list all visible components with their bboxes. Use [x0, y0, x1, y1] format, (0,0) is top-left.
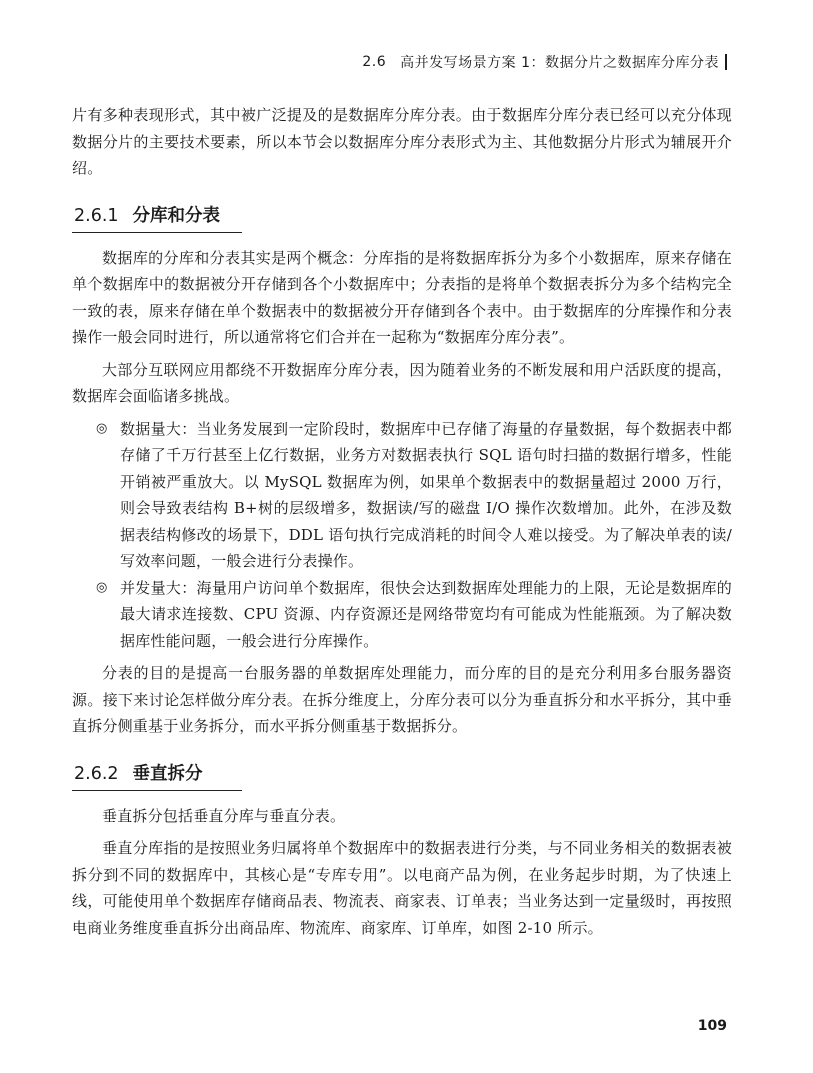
running-header-title: 高并发写场景方案 1：数据分片之数据库分库分表	[400, 55, 719, 71]
bullet-marker: ◎	[96, 579, 108, 595]
running-header-bar	[725, 54, 727, 70]
section-number: 2.6.2	[74, 763, 119, 784]
bullet-item	[72, 575, 732, 655]
paragraph: 垂直拆分包括垂直分库与垂直分表。	[102, 806, 346, 825]
page-body	[72, 102, 732, 941]
bullet-marker: ◎	[96, 420, 108, 436]
section-heading-2-6-2	[72, 760, 242, 791]
running-header	[362, 52, 727, 72]
paragraph: 垂直分库指的是按照业务归属将单个数据库中的数据表进行分类，与不同业务相关的数据表被拆分到不同的数据库中，其核心是“专库专用”。以电商产品为例，在业务起步时期，为了快速上线，可能使用单个数据库存储商品表、物流表、商家表、订单表；当业务达到一定量级时，再按照电商业务维度垂直拆分出商品库、物流库、商家库、订单库，如图 2-10 所示。	[72, 839, 732, 937]
paragraph: 数据库的分库和分表其实是两个概念：分库指的是将数据库拆分为多个小数据库，原来存储在单个数据库中的数据被分开存储到各个小数据库中；分表指的是将单个数据表拆分为多个结构完全一致的表，原来存储在单个数据表中的数据被分开存储到各个表中。由于数据库的分库操作和分表操作一般会同时进行，所以通常将它们合并在一起称为“数据库分库分表”。	[72, 248, 732, 346]
bullet-text: 并发量大：海量用户访问单个数据库，很快会达到数据库处理能力的上限，无论是数据库的最大请求连接数、CPU 资源、内存资源还是网络带宽均有可能成为性能瓶颈。为了解决数据库性能问题，一般会进行分库操作。	[120, 578, 732, 650]
bullet-item	[72, 416, 732, 575]
section-title: 垂直拆分	[132, 763, 203, 784]
intro-paragraph: 片有多种表现形式，其中被广泛提及的是数据库分库分表。由于数据库分库分表已经可以充分体现数据分片的主要技术要素，所以本节会以数据库分库分表形式为主、其他数据分片形式为辅展开介绍。	[72, 106, 732, 177]
section-title: 分库和分表	[132, 205, 221, 226]
paragraph: 分表的目的是提高一台服务器的单数据库处理能力，而分库的目的是充分利用多台服务器资源。接下来讨论怎样做分库分表。在拆分维度上，分库分表可以分为垂直拆分和水平拆分，其中垂直拆分侧重基于业务拆分，而水平拆分侧重基于数据拆分。	[72, 664, 732, 735]
bullet-list	[72, 416, 732, 655]
section-heading-2-6-1	[72, 202, 242, 233]
paragraph: 大部分互联网应用都绕不开数据库分库分表，因为随着业务的不断发展和用户活跃度的提高，数据库会面临诸多挑战。	[72, 360, 732, 405]
page-number: 109	[697, 1018, 727, 1034]
bullet-text: 数据量大：当业务发展到一定阶段时，数据库中已存储了海量的存量数据，每个数据表中都存储了千万行甚至上亿行数据，业务方对数据表执行 SQL 语句时扫描的数据行增多，性能开销被严重放大。以 MySQL 数据库为例，如果单个数据表中的数据量超过 2000 万行，则会导致表结构 B+树的层级增多，数据读/写的磁盘 I/O 操作次数增加。此外，在涉及数据表结构修改的场景下，DDL 语句执行完成消耗的时间令人难以接受。为了解决单表的读/写效率问题，一般会进行分表操作。	[120, 419, 732, 570]
running-header-section-number: 2.6	[362, 54, 387, 70]
section-number: 2.6.1	[74, 205, 119, 226]
